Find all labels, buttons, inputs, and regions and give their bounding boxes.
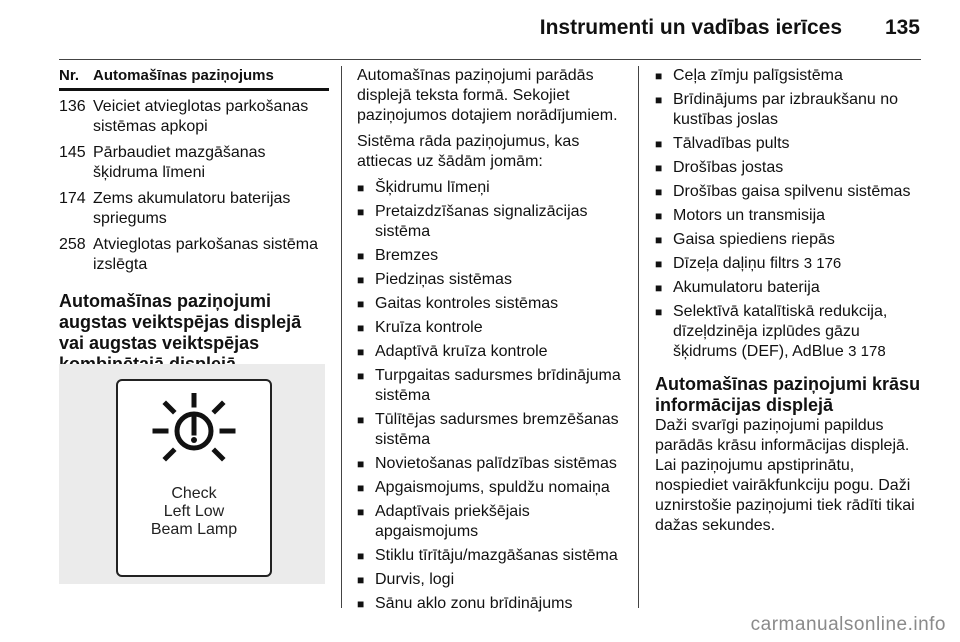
list-item: ■ Gaisa spiediens riepās [655,231,835,248]
areas-paragraph: Sistēma rāda paziņojumus, kas attiecas uz šādām jomām: [357,133,580,170]
table-row [59,143,329,183]
bullet-icon: ■ [357,505,365,519]
column-1 [59,66,329,375]
list-item: ■ Novietošanas palīdzības sistēmas [357,455,617,472]
table-row [59,189,329,229]
bullet-icon: ■ [357,369,365,383]
table-cell-text: Pārbaudiet mazgāšanas šķidruma līmeni [93,144,266,181]
list-item: ■ Drošības gaisa spilvenu sistēmas [655,183,911,200]
warning-line-1: Check [171,485,217,502]
list-item: ■ Kruīza kontrole [357,319,483,336]
bullet-icon: ■ [357,205,365,219]
list-item: ■ Gaitas kontroles sistēmas [357,295,559,312]
list-item: ■ Sānu aklo zonu brīdinājums [357,595,573,612]
warning-line-3: Beam Lamp [150,521,238,538]
lamp-warning-icon [151,393,237,469]
bullet-icon: ■ [357,413,365,427]
table-cell-nr: 258 [59,236,86,253]
list-item: ■ Apgaismojums, spuldžu nomaiņa [357,479,610,496]
table-cell-text: Zems akumulatoru baterijas spriegums [93,190,291,227]
table-header-nr: Nr. [59,67,80,84]
bullet-icon: ■ [655,257,663,271]
bullet-icon: ■ [655,233,663,247]
list-item-text: Selektīvā katalītiskā redukcija, dīzeļdzinēja izplūdes gāzu šķidrums (DEF), AdBlue [673,303,888,360]
page-header-title: Instrumenti un vadības ierīces [539,16,842,39]
areas-list-continued [655,66,925,362]
bullet-icon: ■ [357,597,365,611]
page-reference-link[interactable]: 3 176 [803,255,842,272]
warning-display-text [118,485,270,539]
bullet-icon: ■ [357,181,365,195]
bullet-icon: ■ [655,93,663,107]
column-divider-1 [341,66,342,608]
bullet-icon: ■ [357,573,365,587]
table-cell-nr: 136 [59,98,86,115]
section-heading-color-display: Automašīnas paziņojumi krāsu informācijas displejā [655,374,921,415]
column-3 [655,66,925,542]
bullet-icon: ■ [357,481,365,495]
list-item: ■ Tūlītējas sadursmes bremzēšanas sistēma [357,411,619,448]
color-display-paragraph: Daži svarīgi paziņojumi papildus parādās krāsu informācijas displejā. Lai paziņojumu apstiprinātu, nospiediet vairākfunkciju pogu. Daži uznirstošie paziņojumi tiek rādīti tikai dažas sekundes. [655,417,915,534]
section-heading-high-performance-display: Automašīnas paziņojumi augstas veiktspējas displejā vai augstas veiktspējas [59,291,302,353]
list-item: ■ Piedziņas sistēmas [357,271,512,288]
bullet-icon: ■ [357,273,365,287]
bullet-icon: ■ [655,137,663,151]
table-header-message: Automašīnas paziņojums [93,67,274,84]
bullet-icon: ■ [357,297,365,311]
table-row [59,97,329,137]
list-item: ■ Tālvadības pults [655,135,790,152]
bullet-icon: ■ [655,161,663,175]
list-item [655,302,925,362]
bullet-icon: ■ [655,69,663,83]
table-cell-nr: 174 [59,190,86,207]
table-header [59,66,329,91]
list-item: ■ Adaptīvā kruīza kontrole [357,343,548,360]
warning-display-illustration [59,364,325,584]
bullet-icon: ■ [357,345,365,359]
bullet-icon: ■ [655,185,663,199]
bullet-icon: ■ [655,209,663,223]
column-divider-2 [638,66,639,608]
list-item [655,254,925,274]
warning-display-panel [116,379,272,577]
bullet-icon: ■ [357,249,365,263]
list-item: ■ Motors un transmisija [655,207,826,224]
header-divider [59,59,921,60]
list-item: ■ Bremzes [357,247,439,264]
bullet-icon: ■ [357,549,365,563]
bullet-icon: ■ [357,457,365,471]
list-item: ■ Adaptīvais priekšējais apgaismojums [357,503,530,540]
warning-line-2: Left Low [163,503,225,520]
bullet-icon: ■ [655,281,663,295]
page-number: 135 [884,16,920,39]
list-item: ■ Durvis, logi [357,571,455,588]
list-item: ■ Brīdinājums par izbraukšanu no kustības joslas [655,91,899,128]
intro-paragraph: Automašīnas paziņojumi parādās displejā teksta formā. Sekojiet paziņojumos dotajiem norādījumiem. [357,67,618,124]
list-item-text: Dīzeļa daļiņu filtrs [673,255,800,272]
list-item: ■ Pretaizdzīšanas signalizācijas sistēma [357,203,588,240]
bullet-icon: ■ [357,321,365,335]
list-item: ■ Šķidrumu līmeņi [357,179,490,196]
list-item: ■ Stiklu tīrītāju/mazgāšanas sistēma [357,547,618,564]
page-reference-link[interactable]: 3 178 [848,343,886,360]
list-item: ■ Ceļa zīmju palīgsistēma [655,67,843,84]
list-item: ■ Akumulatoru baterija [655,279,820,296]
areas-list [357,178,625,614]
watermark: carmanualsonline.info [750,614,946,635]
table-row [59,235,329,275]
table-cell-text: Atvieglotas parkošanas sistēma izslēgta [93,236,318,273]
column-2 [357,66,625,618]
bullet-icon: ■ [655,305,663,319]
list-item: ■ Drošības jostas [655,159,784,176]
table-cell-text: Veiciet atvieglotas parkošanas sistēmas apkopi [93,98,309,135]
list-item: ■ Turpgaitas sadursmes brīdinājuma sistēma [357,367,621,404]
table-cell-nr: 145 [59,144,86,161]
